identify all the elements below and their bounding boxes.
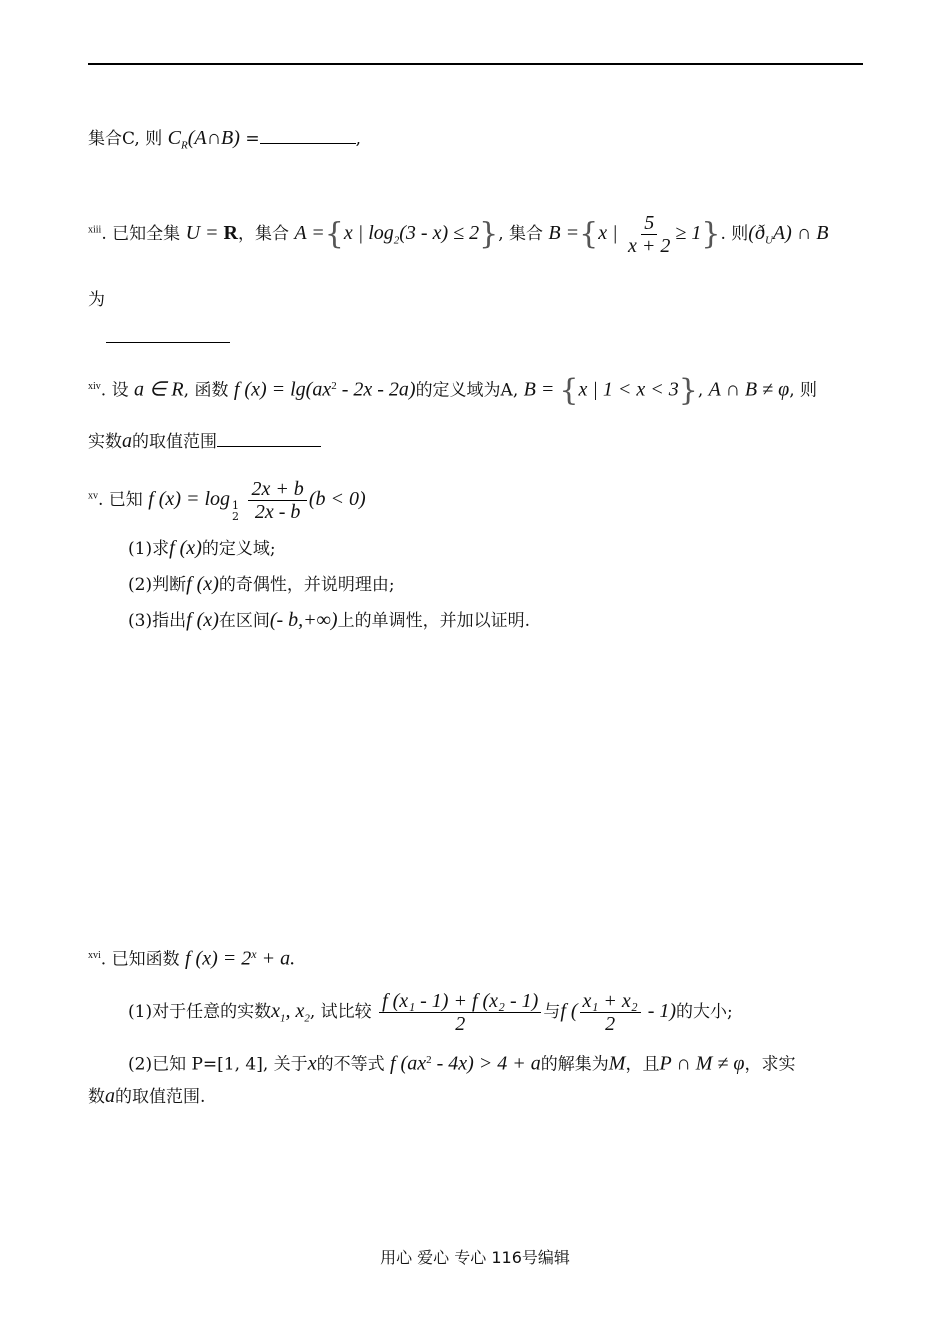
q15-part3: (3)指出f (x)在区间(- b,+∞)上的单调性，并加以证明. [128, 609, 530, 631]
page-footer: 用心 爱心 专心 116号编辑 [380, 1248, 570, 1267]
q13-line: $^{xiii}$. 已知全集 U = R，集合 A ={x | $\log_2(3 - x) \le 2$}, 集合 B ={x | $\frac{5}{x + 2}$ ≥ 1}. 则$(ð_UA)$ ∩ B [88, 212, 829, 257]
fraction: $\frac{5}{x + 2}$ [628, 212, 671, 257]
q13-line2: 为 [88, 290, 105, 310]
log-base: 1 2 [232, 499, 240, 524]
answer-blank [106, 326, 230, 343]
fraction: $\frac{\text{f (x₁ - 1) + f (x₂ - 1)}}{2}$ [379, 990, 541, 1035]
header-rule [88, 63, 863, 65]
q15-part2: (2)判断f (x)的奇偶性，并说明理由; [128, 573, 395, 595]
q13-blank-line [106, 324, 230, 352]
q14-line: $^{xiv}$. 设 a ∈ R, 函数 f $(x) = \lg(ax^2 - 2x - 2a)$的定义域为A, B = {x | 1 < x < 3}, A ∩ B ≠ φ, 则 [88, 373, 817, 409]
q16-part2-line2: 数a的取值范围. [88, 1085, 206, 1107]
fraction: $\frac{\text{x₁ + x₂}}{2}$ [580, 990, 641, 1035]
q16-part1: (1)对于任意的实数$x_1$, $x_2$, 试比较 $\frac{\text{f (x₁ - 1) + f (x₂ - 1)}}{2}$ 与f ( $\frac{\text{x₁ + x₂}}{2}$ - 1)的大小; [128, 990, 733, 1035]
q15-line: $^{xv}$. 已知 f (x) = log 1 2 $\frac{2x + b}{2x - b}$ (b < 0) [88, 478, 366, 524]
q14-line2: 实数a的取值范围 [88, 427, 321, 456]
q16-part2: (2)已知 P=[1, 4], 关于x的不等式 f $(ax^2 - 4x) > 4 + a$的解集为M，且P ∩ M ≠ φ，求实 [128, 1052, 796, 1075]
q16-line: $^{xvi}$. 已知函数 f $(x) = 2^x + a$. [88, 947, 296, 970]
q15-part1: (1)求f (x)的定义域; [128, 537, 276, 559]
fraction: $\frac{2x + b}{2x - b}$ [248, 478, 306, 523]
q12-line: 集合C, 则 $C_R(A\cap B)$ = , [88, 127, 361, 152]
answer-blank [217, 430, 321, 447]
answer-blank [260, 127, 356, 144]
